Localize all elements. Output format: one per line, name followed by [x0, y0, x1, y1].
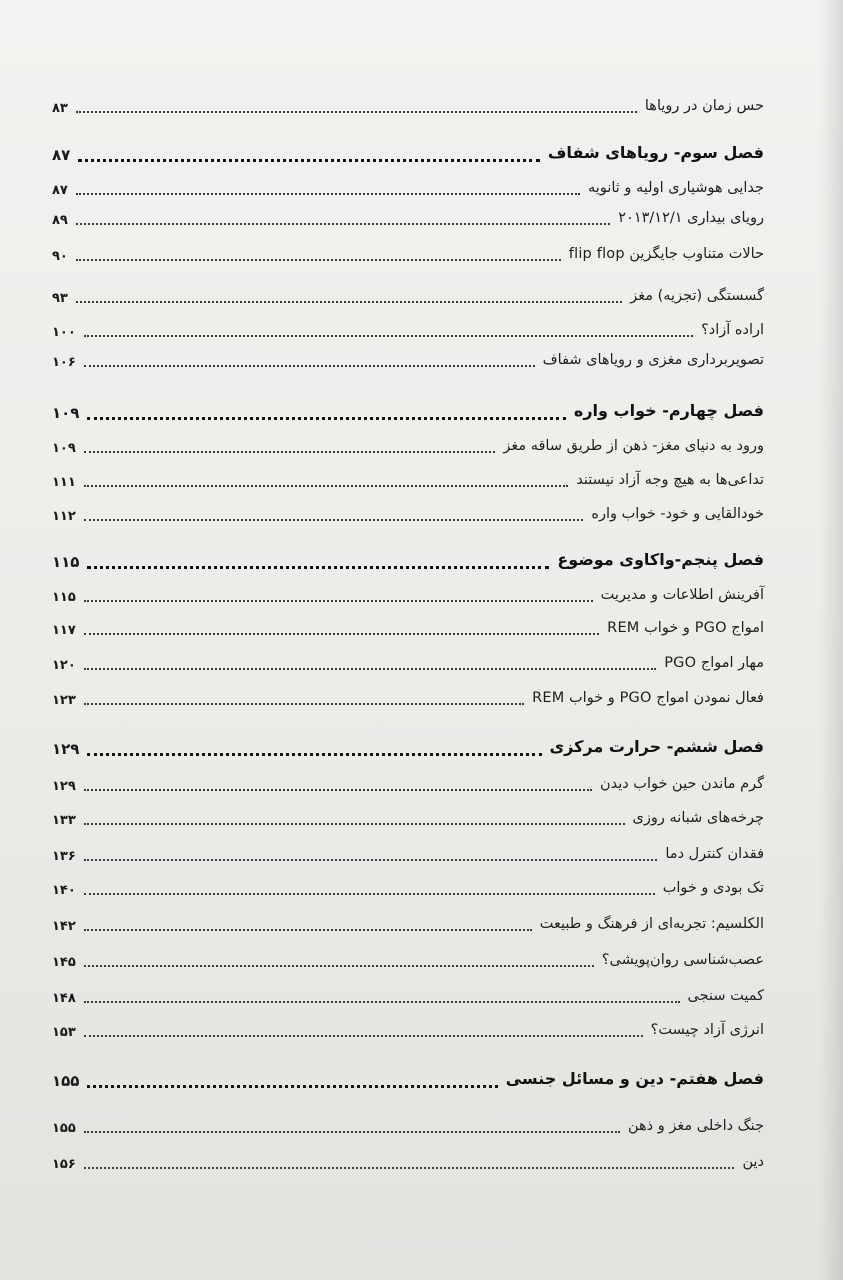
- toc-entry: [52, 942, 764, 972]
- toc-entry-title: تداعی‌ها به هیچ وجه آزاد نیستند: [576, 472, 764, 488]
- toc-entry: [52, 428, 764, 458]
- toc-entry: [52, 836, 764, 866]
- toc-entry: [52, 870, 764, 900]
- toc-entry: [52, 906, 764, 936]
- toc-entry: [52, 462, 764, 492]
- toc-entry-title: فصل چهارم- خواب واره: [573, 401, 764, 420]
- toc-chapter-heading: [52, 730, 764, 760]
- toc-page-number: ۱۱۵: [52, 590, 76, 605]
- toc-entry-title: اراده آزاد؟: [701, 322, 764, 338]
- toc-page-number: ۱۲۹: [52, 779, 76, 794]
- toc-page-number: ۱۰۰: [52, 325, 76, 340]
- toc-entry: [52, 278, 764, 308]
- toc-entry: [52, 1012, 764, 1042]
- toc-dot-leader: [87, 1085, 498, 1088]
- toc-page-number: ۸۳: [52, 101, 68, 116]
- toc-entry: [52, 88, 764, 118]
- toc-entry-title: فصل ششم- حرارت مرکزی: [549, 737, 764, 756]
- toc-dot-leader: [84, 1035, 643, 1037]
- toc-entry: [52, 1144, 764, 1174]
- toc-dot-leader: [84, 633, 599, 635]
- toc-page-number: ۱۱۱: [52, 475, 76, 490]
- toc-page-number: ۱۵۵: [52, 1121, 76, 1136]
- toc-entry-title: کمیت سنجی: [687, 988, 764, 1004]
- toc-entry-title: عصب‌شناسی روان‌پویشی؟: [601, 952, 764, 968]
- toc-entry: [52, 680, 764, 710]
- toc-page-number: ۱۱۷: [52, 623, 76, 638]
- toc-page-number: ۱۳۳: [52, 813, 76, 828]
- toc-page-number: ۱۴۸: [52, 991, 76, 1006]
- toc-dot-leader: [84, 365, 535, 367]
- toc-page-number: ۸۷: [52, 183, 68, 198]
- toc-page-number: ۱۲۳: [52, 693, 76, 708]
- toc-page-number: ۱۳۶: [52, 849, 76, 864]
- toc-entry-title: فصل پنجم-واکاوی موضوع: [557, 550, 764, 569]
- toc-dot-leader: [84, 519, 583, 521]
- toc-entry-title: فقدان کنترل دما: [665, 846, 764, 862]
- toc-entry-title: جنگ داخلی مغز و ذهن: [628, 1118, 764, 1134]
- toc-entry-title: گرم ماندن حین خواب دیدن: [599, 776, 764, 792]
- toc-chapter-heading: [52, 394, 764, 424]
- toc-entry-title: امواج PGO و خواب REM: [607, 620, 764, 636]
- toc-dot-leader: [84, 965, 594, 967]
- toc-entry-title: تصویربرداری مغزی و رویاهای شفاف: [542, 352, 764, 368]
- toc-page-number: ۱۱۵: [52, 553, 80, 571]
- toc-dot-leader: [84, 893, 655, 895]
- toc-dot-leader: [84, 703, 524, 705]
- toc-entry: [52, 342, 764, 372]
- toc-page-number: ۱۵۳: [52, 1025, 76, 1040]
- toc-page-number: ۱۲۰: [52, 658, 76, 673]
- toc-dot-leader: [76, 111, 637, 113]
- toc-entry: [52, 766, 764, 796]
- toc-page-number: ۱۵۶: [52, 1157, 76, 1172]
- toc-dot-leader: [87, 417, 566, 420]
- toc-entry-title: دین: [742, 1154, 764, 1170]
- toc-entry-title: جدایی هوشیاری اولیه و ثانویه: [588, 180, 764, 196]
- toc-page-number: ۱۱۲: [52, 509, 76, 524]
- toc-entry: [52, 610, 764, 640]
- toc-page-number: ۸۹: [52, 213, 68, 228]
- toc-dot-leader: [84, 823, 625, 825]
- toc-page-number: ۸۷: [52, 146, 71, 164]
- toc-dot-leader: [84, 929, 532, 931]
- toc-entry: [52, 236, 764, 266]
- toc-entry: [52, 800, 764, 830]
- toc-dot-leader: [84, 789, 592, 791]
- toc-dot-leader: [76, 223, 610, 225]
- toc-entry: [52, 496, 764, 526]
- toc-entry-title: الکلسیم: تجربه‌ای از فرهنگ و طبیعت: [539, 916, 764, 932]
- toc-chapter-heading: [52, 543, 764, 573]
- toc-entry-title: آفرینش اطلاعات و مدیریت: [600, 587, 764, 603]
- toc-entry-title: چرخه‌های شبانه روزی: [632, 810, 764, 826]
- toc-dot-leader: [84, 335, 693, 337]
- toc-dot-leader: [84, 668, 656, 670]
- toc-entry-title: ورود به دنیای مغز- ذهن از طریق ساقه مغز: [503, 438, 764, 454]
- toc-entry: [52, 312, 764, 342]
- toc-entry: [52, 1108, 764, 1138]
- toc-dot-leader: [87, 753, 542, 756]
- toc-entry-title: گسستگی (تجزیه) مغز: [630, 288, 764, 304]
- toc-entry-title: انرژی آزاد چیست؟: [650, 1022, 764, 1038]
- toc-page-number: ۱۴۰: [52, 883, 76, 898]
- toc-entry: [52, 978, 764, 1008]
- toc-entry-title: فعال نمودن امواج PGO و خواب REM: [532, 690, 764, 706]
- toc-entry-title: مهار امواج PGO: [664, 655, 764, 671]
- toc-dot-leader: [84, 485, 568, 487]
- toc-page-number: ۹۰: [52, 249, 68, 264]
- toc-dot-leader: [87, 566, 549, 569]
- toc-dot-leader: [84, 1131, 620, 1133]
- toc-chapter-heading: [52, 136, 764, 166]
- toc-dot-leader: [76, 193, 580, 195]
- toc-page-number: ۱۰۹: [52, 441, 76, 456]
- toc-entry: [52, 200, 764, 230]
- toc-page-number: ۱۴۵: [52, 955, 76, 970]
- toc-entry-title: رویای بیداری ۲۰۱۳/۱۲/۱: [618, 210, 764, 226]
- toc-entry-title: فصل هفتم- دین و مسائل جنسی: [505, 1069, 764, 1088]
- toc-page-number: ۱۲۹: [52, 740, 80, 758]
- toc-entry-title: خودالقایی و خود- خواب واره: [591, 506, 764, 522]
- toc-dot-leader: [84, 859, 657, 861]
- toc-page-number: ۱۰۶: [52, 355, 76, 370]
- toc-entry: [52, 170, 764, 200]
- toc-dot-leader: [84, 1001, 680, 1003]
- toc-entry: [52, 645, 764, 675]
- toc-entry-title: حالات متناوب جایگزین flip flop: [568, 246, 764, 262]
- toc-dot-leader: [78, 159, 540, 162]
- toc-page-number: ۹۳: [52, 291, 68, 306]
- toc-chapter-heading: [52, 1062, 764, 1092]
- toc-dot-leader: [76, 259, 561, 261]
- toc-dot-leader: [84, 1167, 734, 1169]
- toc-entry: [52, 577, 764, 607]
- toc-page-number: ۱۵۵: [52, 1072, 80, 1090]
- toc-dot-leader: [84, 600, 593, 602]
- toc-entry-title: تک بودی و خواب: [662, 880, 764, 896]
- toc-dot-leader: [84, 451, 495, 453]
- toc-entry-title: حس زمان در رویاها: [644, 98, 764, 114]
- toc-page-number: ۱۰۹: [52, 404, 80, 422]
- toc-page-number: ۱۴۲: [52, 919, 76, 934]
- toc-dot-leader: [76, 301, 622, 303]
- toc-entry-title: فصل سوم- رویاهای شفاف: [547, 143, 764, 162]
